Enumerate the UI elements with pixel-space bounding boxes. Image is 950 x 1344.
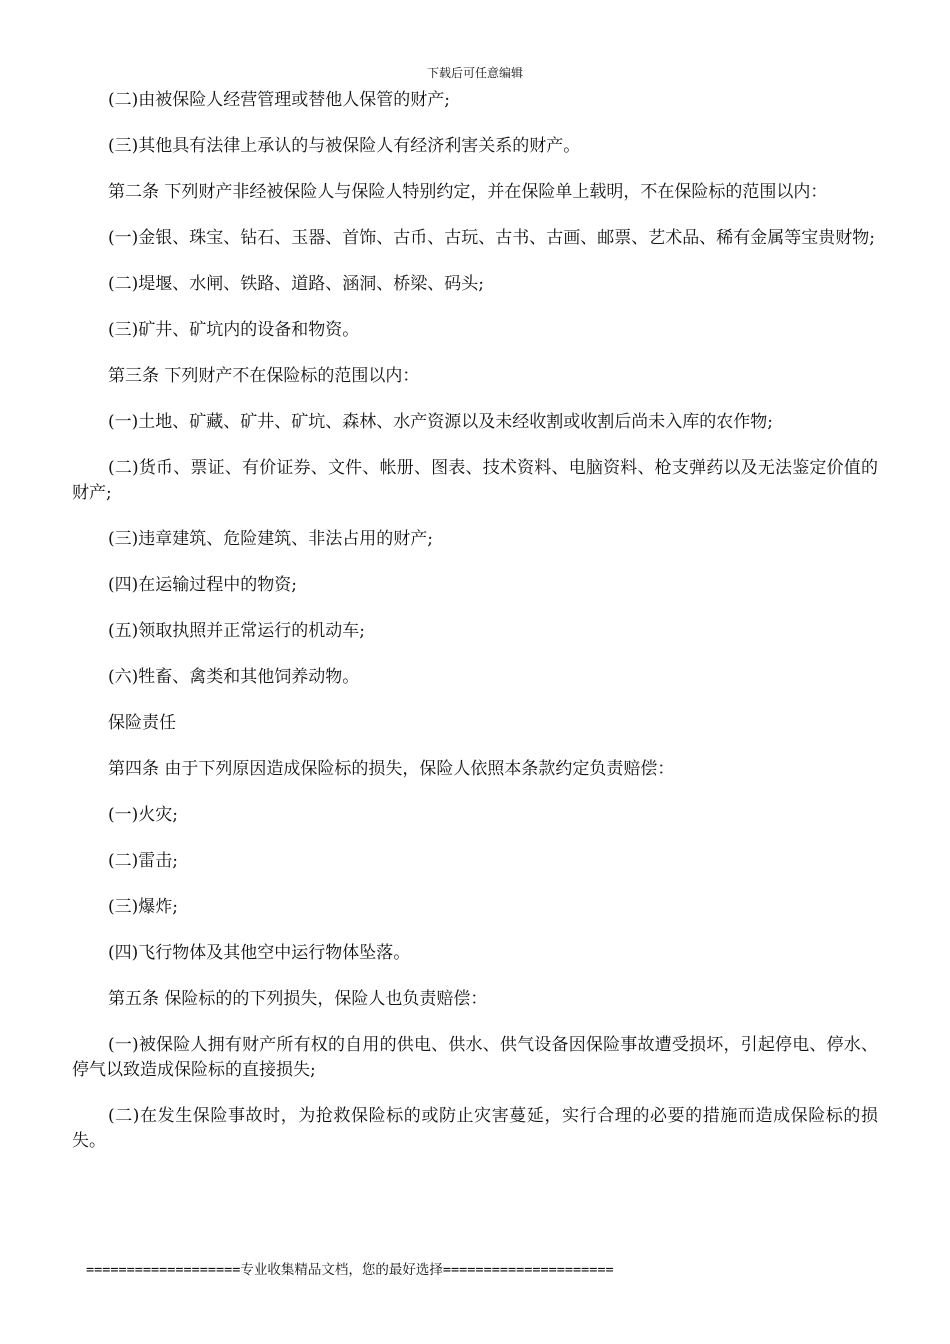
paragraph: (二)在发生保险事故时，为抢救保险标的或防止灾害蔓延，实行合理的必要的措施而造成保险标的损失。 [72, 1106, 878, 1151]
document-body [72, 88, 878, 1175]
paragraph: (三)爆炸; [108, 897, 178, 917]
paragraph: (五)领取执照并正常运行的机动车; [108, 621, 365, 641]
section-heading: 保险责任 [108, 713, 176, 733]
paragraph: (一)土地、矿藏、矿井、矿坑、森林、水产资源以及未经收割或收割后尚未入库的农作物; [108, 412, 773, 432]
paragraph: (一)被保险人拥有财产所有权的自用的供电、供水、供气设备因保险事故遭受损坏，引起停电、停水、停气以致造成保险标的直接损失; [72, 1035, 878, 1080]
paragraph: (二)雷击; [108, 851, 178, 871]
article-paragraph: 第二条 下列财产非经被保险人与保险人特别约定，并在保险单上载明，不在保险标的范围以内： [108, 182, 828, 202]
page-footer: ===================专业收集精品文档，您的最好选择===================== [86, 1262, 614, 1278]
article-paragraph: 第四条 由于下列原因造成保险标的损失，保险人依照本条款约定负责赔偿： [108, 759, 675, 779]
page-header: 下载后可任意编辑 [426, 66, 523, 80]
paragraph: (四)在运输过程中的物资; [108, 575, 297, 595]
article-paragraph: 第五条 保险标的的下列损失，保险人也负责赔偿： [108, 989, 488, 1009]
paragraph: (二)堤堰、水闸、铁路、道路、涵洞、桥梁、码头; [108, 274, 484, 294]
paragraph: (三)违章建筑、危险建筑、非法占用的财产; [108, 529, 433, 549]
paragraph: (一)金银、珠宝、钻石、玉器、首饰、古币、古玩、古书、古画、邮票、艺术品、稀有金属等宝贵财物; [108, 228, 875, 248]
paragraph: (三)矿井、矿坑内的设备和物资。 [108, 320, 360, 340]
paragraph: (二)由被保险人经营管理或替他人保管的财产; [108, 90, 450, 110]
paragraph: (三)其他具有法律上承认的与被保险人有经济利害关系的财产。 [108, 136, 581, 156]
paragraph: (二)货币、票证、有价证券、文件、帐册、图表、技术资料、电脑资料、枪支弹药以及无法鉴定价值的财产; [72, 458, 878, 503]
article-paragraph: 第三条 下列财产不在保险标的范围以内： [108, 366, 420, 386]
paragraph: (六)牲畜、禽类和其他饲养动物。 [108, 667, 360, 687]
paragraph: (一)火灾; [108, 805, 178, 825]
paragraph: (四)飞行物体及其他空中运行物体坠落。 [108, 943, 411, 963]
